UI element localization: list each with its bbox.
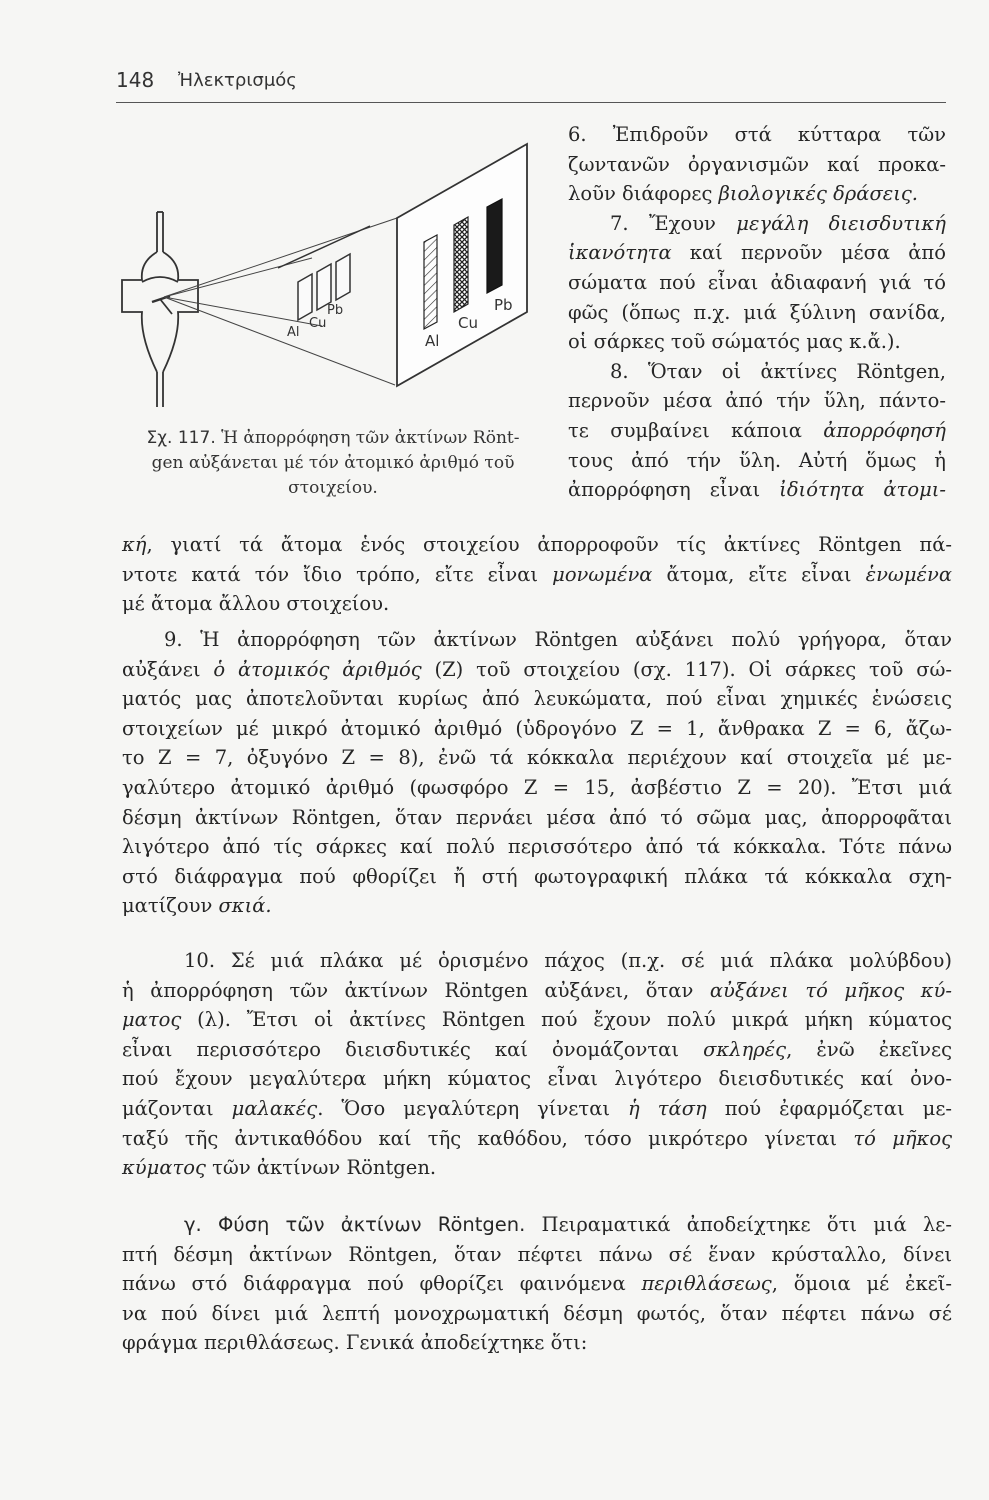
text-line: ματίζουν σκιά. bbox=[122, 894, 272, 918]
text-line: μέ ἄτομα ἄλλου στοιχείου. bbox=[122, 592, 390, 616]
text-line: 7. Ἔχουν μεγάλη διεισδυτική bbox=[610, 211, 946, 235]
text-line: 9. Ἡ ἀπορρόφηση τῶν ἀκτίνων Röntgen αὐξάνει πολύ γρήγορα, ὅταν bbox=[164, 628, 952, 651]
text-line: να πού δίνει μιά λεπτή μονοχρωματική δέσμη φωτός, ὅταν πέφτει πάνω σέ bbox=[122, 1301, 952, 1325]
text-line: μάζονται μαλακές. Ὅσο μεγαλύτερη γίνεται ἡ τάση πού ἐφαρμόζεται με- bbox=[122, 1096, 953, 1120]
text-line: γ. Φύση τῶν ἀκτίνων Röntgen. Πειραματικά ἀποδείχτηκε ὅτι μιά λε- bbox=[184, 1213, 953, 1236]
label-pb-small: Pb bbox=[327, 303, 344, 318]
text-line: κή, γιατί τά ἄτομα ἑνός στοιχείου ἀπορροφοῦν τίς ἀκτίνες Röntgen πά- bbox=[122, 533, 952, 556]
fluorescent-screen bbox=[397, 144, 527, 386]
text-line: δέσμη ἀκτίνων Röntgen, ὅταν περνάει μέσα ἀπό τό σῶμα μας, ἀπορροφᾶται bbox=[122, 805, 952, 829]
text-line: το Ζ = 7, ὀξυγόνο Ζ = 8), ἐνῶ τά κόκκαλα περιέχουν καί στοιχεῖα μέ με- bbox=[122, 746, 952, 770]
text-line: 8. Ὅταν οἱ ἀκτίνες Röntgen, bbox=[610, 359, 946, 383]
text-line: στό διάφραγμα πού φθορίζει ἤ στή φωτογραφική πλάκα τά κόκκαλα σχη- bbox=[122, 864, 952, 888]
label-cu-small: Cu bbox=[309, 316, 327, 331]
text-line: ταξύ τῆς ἀντικαθόδου καί τῆς καθόδου, τόσο μικρότερο γίνεται τό μῆκος bbox=[122, 1126, 953, 1150]
pb-shadow-bar bbox=[487, 199, 502, 293]
caption-text: στοιχείου. bbox=[288, 478, 378, 498]
cu-shadow-bar bbox=[454, 217, 468, 312]
al-shadow-bar bbox=[424, 235, 437, 329]
text-line: τε συμβαίνει κάποια ἀπορρόφησή bbox=[568, 418, 946, 442]
section-gamma-nature-of-xrays bbox=[122, 1210, 952, 1358]
xray-absorption-diagram bbox=[112, 122, 552, 422]
text-line: περνοῦν μέσα ἀπό τήν ὕλη, πάντο- bbox=[568, 389, 946, 413]
caption-text: Ἡ ἀπορρόφηση τῶν ἀκτίνων Rönt- bbox=[215, 428, 520, 448]
small-absorber-plates bbox=[278, 226, 370, 320]
text-line: εἶναι περισσότερο διεισδυτικές καί ὀνομάζονται σκληρές, ἐνῶ ἐκεῖνες bbox=[122, 1037, 952, 1061]
beam-lines bbox=[164, 218, 397, 385]
label-cu-screen: Cu bbox=[458, 314, 478, 332]
text-line: πάνω στό διάφραγμα πού φθορίζει φαινόμενα περιθλάσεως, ὅμοια μέ ἐκεῖ- bbox=[122, 1272, 952, 1296]
section-heading: γ. Φύση τῶν ἀκτίνων Röntgen. bbox=[184, 1213, 526, 1236]
page-header bbox=[116, 68, 946, 103]
text-line: φράγμα περιθλάσεως. Γενικά ἀποδείχτηκε ὅτι: bbox=[122, 1331, 588, 1355]
text-line: ἱκανότητα καί περνοῦν μέσα ἀπό bbox=[568, 241, 946, 265]
text-line: ἡ ἀπορρόφηση τῶν ἀκτίνων Röntgen αὐξάνει, ὅταν αὐξάνει τό μῆκος κύ- bbox=[122, 978, 952, 1002]
text-line: γαλύτερο ἀτομικό ἀριθμό (φωσφόρο Ζ = 15, ἀσβέστιο Ζ = 20). Ἔτσι μιά bbox=[122, 775, 952, 799]
figure-caption bbox=[124, 426, 542, 501]
right-column-text bbox=[568, 120, 946, 505]
paragraph-9 bbox=[122, 625, 952, 921]
text-line: αὐξάνει ὁ ἀτομικός ἀριθμός (Ζ) τοῦ στοιχείου (σχ. 117). Οἱ σάρκες τοῦ σώ- bbox=[122, 657, 953, 681]
text-line: κύματος τῶν ἀκτίνων Röntgen. bbox=[122, 1156, 437, 1180]
text-line: πού ἔχουν μεγαλύτερα μήκη κύματος εἶναι λιγότερο διεισδυτικές καί ὀνο- bbox=[122, 1067, 952, 1091]
text-line: ματός μας ἀποτελοῦνται κυρίως ἀπό λευκώματα, πού εἶναι χημικές ἑνώσεις bbox=[122, 687, 952, 711]
text-line: ντοτε κατά τόν ἴδιο τρόπο, εἴτε εἶναι μονωμένα ἄτομα, εἴτε εἶναι ἑνωμένα bbox=[122, 562, 952, 586]
label-al-small: Al bbox=[287, 325, 300, 340]
figure-117 bbox=[112, 122, 552, 422]
label-pb-screen: Pb bbox=[494, 296, 513, 314]
text-line: οἱ σάρκες τοῦ σώματός μας κ.ἄ.). bbox=[568, 330, 901, 354]
text-line: ζωντανῶν ὀργανισμῶν καί προκα- bbox=[568, 152, 946, 176]
text-line: φῶς (ὅπως π.χ. μιά ξύλινη σανίδα, bbox=[568, 300, 946, 324]
text-line: ματος (λ). Ἔτσι οἱ ἀκτίνες Röntgen πού ἔχουν πολύ μικρά μήκη κύματος bbox=[122, 1008, 952, 1032]
page-number: 148 bbox=[116, 68, 155, 92]
text-line: πτή δέσμη ἀκτίνων Röntgen, ὅταν πέφτει πάνω σέ ἕναν κρύσταλλο, δίνει bbox=[122, 1242, 952, 1266]
xray-tube-icon bbox=[122, 212, 198, 407]
text-line: τους ἀπό τήν ὕλη. Αὐτή ὅμως ἡ bbox=[568, 448, 946, 472]
running-title: Ἠλεκτρισμός bbox=[178, 70, 297, 91]
label-al-screen: Al bbox=[425, 332, 440, 350]
paragraph-8-continued bbox=[122, 530, 952, 619]
text-line: 6. Ἐπιδροῦν στά κύτταρα τῶν bbox=[568, 123, 946, 146]
text-line: στοιχείων μέ μικρό ἀτομικό ἀριθμό (ὑδρογόνο Ζ = 1, ἄνθρακα Ζ = 6, ἄζω- bbox=[122, 716, 952, 740]
text-line: ἀπορρόφηση εἶναι ἰδιότητα ἀτομι- bbox=[568, 478, 946, 502]
text-line: σώματα πού εἶναι ἀδιαφανή γιά τό bbox=[568, 270, 946, 294]
text-line: λιγότερο ἀπό τίς σάρκες καί πολύ περισσότερο ἀπό τά κόκκαλα. Τότε πάνω bbox=[122, 835, 952, 859]
caption-text: gen αὐξάνεται μέ τόν ἀτομικό ἀριθμό τοῦ bbox=[151, 453, 515, 473]
text-line: 10. Σέ μιά πλάκα μέ ὁρισμένο πάχος (π.χ. σέ μιά πλάκα μολύβδου) bbox=[184, 949, 952, 972]
caption-label: Σχ. 117. bbox=[146, 428, 216, 448]
text-line: λοῦν διάφορες βιολογικές δράσεις. bbox=[568, 182, 918, 206]
paragraph-10 bbox=[122, 946, 952, 1183]
